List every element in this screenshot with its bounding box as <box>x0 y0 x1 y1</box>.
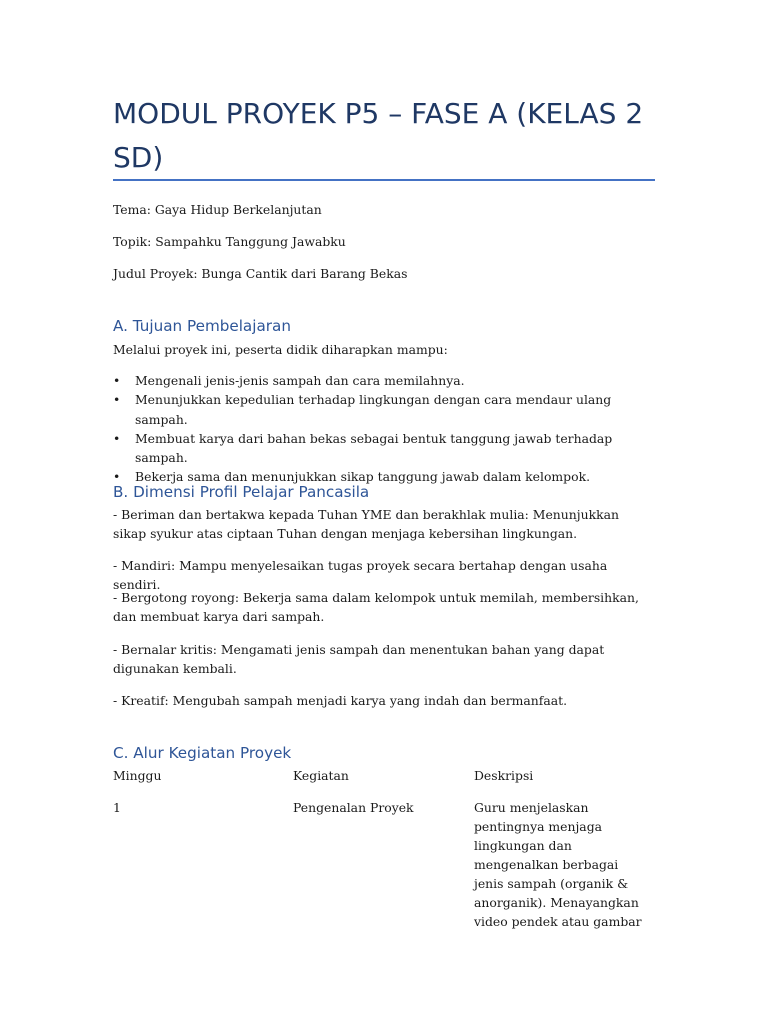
list-item <box>113 429 658 468</box>
profile-item-gotong-royong: - Bergotong royong: Bekerja sama dalam kelompok untuk memilah, membersihkan, dan membuat karya dari sampah. <box>113 590 639 624</box>
section-a-intro: Melalui proyek ini, peserta didik diharapkan mampu: <box>113 342 448 357</box>
bullet-icon: • <box>113 469 121 485</box>
meta-tema: Tema: Gaya Hidup Berkelanjutan <box>113 202 322 217</box>
list-item-text: Menunjukkan kepedulian terhadap lingkungan dengan cara mendaur ulang sampah. <box>135 392 612 427</box>
list-item <box>113 371 658 390</box>
profile-item-bernalar-kritis: - Bernalar kritis: Mengamati jenis sampah dan menentukan bahan yang dapat digunakan kembali. <box>113 642 605 676</box>
list-item-text: Membuat karya dari bahan bekas sebagai bentuk tanggung jawab terhadap sampah. <box>135 430 613 466</box>
meta-judul-proyek: Judul Proyek: Bunga Cantik dari Barang Bekas <box>113 266 408 281</box>
list-item <box>113 390 658 429</box>
table-cell-kegiatan: Pengenalan Proyek <box>293 800 414 815</box>
section-a-heading: A. Tujuan Pembelajaran <box>113 317 291 335</box>
list-item-text: Mengenali jenis-jenis sampah dan cara memilahnya. <box>135 373 465 388</box>
bullet-icon: • <box>113 373 121 388</box>
profile-item-mandiri: - Mandiri: Mampu menyelesaikan tugas proyek secara bertahap dengan usaha sendiri. <box>113 558 608 592</box>
table-header-deskripsi: Deskripsi <box>474 768 534 783</box>
document-title: MODUL PROYEK P5 – FASE A (KELAS 2 SD) <box>113 97 644 174</box>
profile-item-beriman: - Beriman dan bertakwa kepada Tuhan YME dan berakhlak mulia: Menunjukkan sikap syukur atas ciptaan Tuhan dengan menjaga kebersihan lingkungan. <box>113 507 619 541</box>
bullet-icon: • <box>113 430 121 446</box>
title-underline <box>113 179 655 181</box>
table-cell-minggu: 1 <box>113 800 121 815</box>
learning-goals-list <box>113 371 658 487</box>
table-header-minggu: Minggu <box>113 768 162 783</box>
section-b-heading: B. Dimensi Profil Pelajar Pancasila <box>113 483 370 501</box>
profile-item-kreatif: - Kreatif: Mengubah sampah menjadi karya yang indah dan bermanfaat. <box>113 693 568 708</box>
list-item-text: Bekerja sama dan menunjukkan sikap tanggung jawab dalam kelompok. <box>135 469 591 485</box>
table-header-kegiatan: Kegiatan <box>293 768 349 783</box>
meta-topik: Topik: Sampahku Tanggung Jawabku <box>113 234 346 249</box>
table-cell-deskripsi: Guru menjelaskan pentingnya menjaga lingkungan dan mengenalkan berbagai jenis sampah (organik & anorganik). Menayangkan video pendek atau gambar <box>474 800 642 929</box>
bullet-icon: • <box>113 392 121 408</box>
section-c-heading: C. Alur Kegiatan Proyek <box>113 744 292 762</box>
